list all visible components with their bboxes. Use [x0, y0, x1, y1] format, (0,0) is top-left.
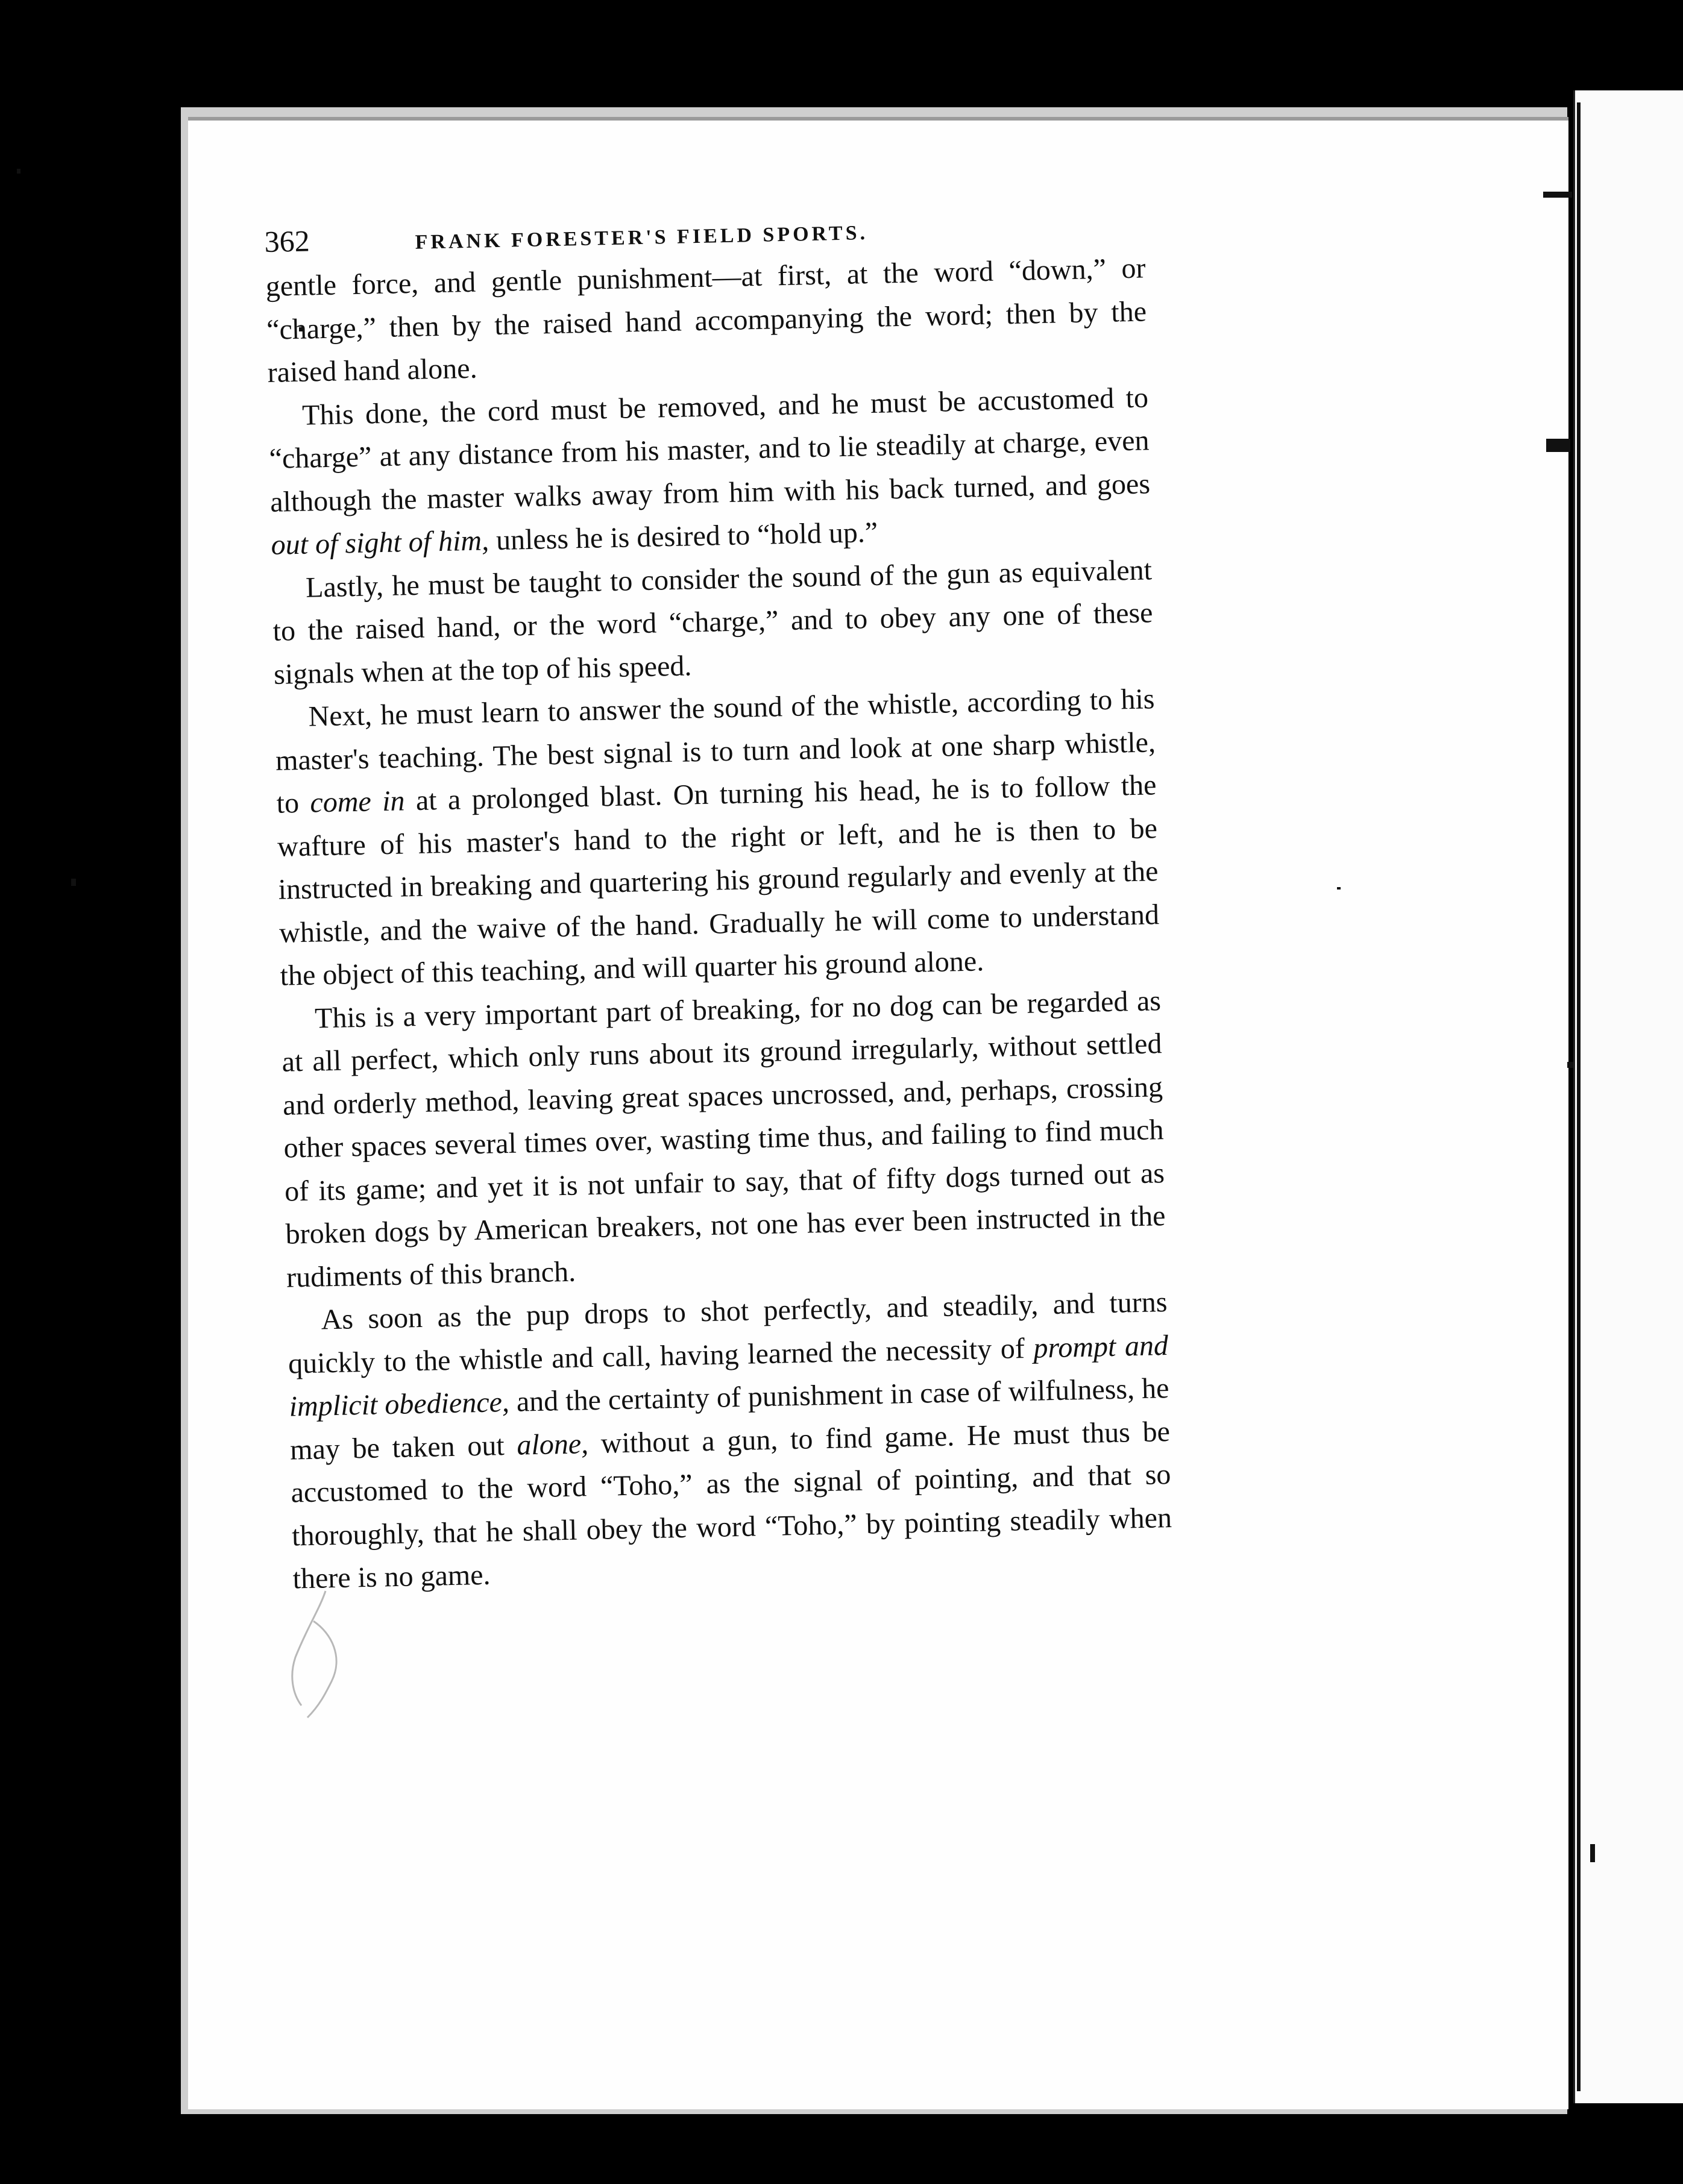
- pencil-marginal-mark: [283, 1585, 368, 1724]
- paragraph: [280, 979, 1166, 1299]
- text-run: This done, the cord must be removed, and he must be accustomed to “charge” at any distance from his master, and to lie steadily at charge, even although the master walks away from him with his back turned, and goes: [269, 381, 1151, 518]
- italic-phrase: out of sight of him,: [271, 524, 489, 561]
- text-run: without a gun, to find game. He must thus be accustomed to the word “Toho,” as the signal of pointing, and that so thoroughly, that he shall obey the word “Toho,” by pointing steadily when there is no game.: [291, 1415, 1172, 1595]
- text-run: unless he is desired to “hold up.”: [488, 516, 878, 557]
- paragraph: [265, 246, 1148, 394]
- text-run: gentle force, and gentle punishment—at first, at the word “down,” or “charge,” then by the raised hand accompanying the word; then by the raised hand alone.: [265, 252, 1147, 389]
- text-run: As soon as the pup drops to shot perfectly, and steadily, and turns quickly to the whistle and call, having learned the necessity of: [288, 1286, 1168, 1380]
- page-number: 362: [264, 224, 310, 259]
- text-run: at a prolonged blast. On turning his head, he is to follow the wafture of his master's hand to the right or left, and he is then to be instructed in breaking and quartering his ground regularly and evenly at the whistle, and the waive of the hand. Gradually he will come to understand the object of this teaching, and will quarter his ground alone.: [277, 769, 1160, 992]
- text-run: Lastly, he must be taught to consider the sound of the gun as equivalent to the raised hand, or the word “charge,” and to obey any one of these signals when at the top of his speed.: [272, 553, 1153, 691]
- italic-phrase: come in: [309, 785, 406, 819]
- text-run: This is a very important part of breaking, for no dog can be regarded as at all perfect, which only runs about its ground irregularly, without settled and orderly method, leaving great spaces uncrossed, and, perhaps, crossing other spaces several times over, wasting time thus, and failing to find much of its game; and yet it is not unfair to say, that of fifty dogs turned out as broken dogs by American breakers, not one has ever been instructed in the rudiments of this branch.: [282, 984, 1166, 1294]
- binding-clip: [1546, 439, 1570, 452]
- facing-page-edge: [1573, 90, 1683, 2103]
- scan-speck: [17, 169, 20, 174]
- paragraph: [287, 1281, 1173, 1601]
- running-title: FRANK FORESTER'S FIELD SPORTS.: [415, 222, 869, 254]
- paragraph: [271, 548, 1154, 696]
- scan-speck: [1590, 1844, 1595, 1862]
- scan-speck: [71, 879, 76, 886]
- scan-speck: [1567, 1062, 1573, 1068]
- paragraph: [268, 376, 1151, 567]
- text-run: and the certainty of punishment in case of wilfulness, he may be taken out: [289, 1372, 1169, 1466]
- scan-speck: [1337, 887, 1341, 890]
- text-run: Next, he must learn to answer the sound of the whistle, according to his master's teaching. The best signal is to turn and look at one sharp whistle, to: [275, 683, 1156, 820]
- italic-phrase: prompt and implicit obedience,: [289, 1329, 1169, 1423]
- body-text: [265, 246, 1173, 1601]
- binding-clip: [1543, 192, 1572, 198]
- paragraph: [274, 677, 1160, 997]
- gutter-rule: [1577, 102, 1581, 2091]
- italic-phrase: alone,: [516, 1427, 589, 1461]
